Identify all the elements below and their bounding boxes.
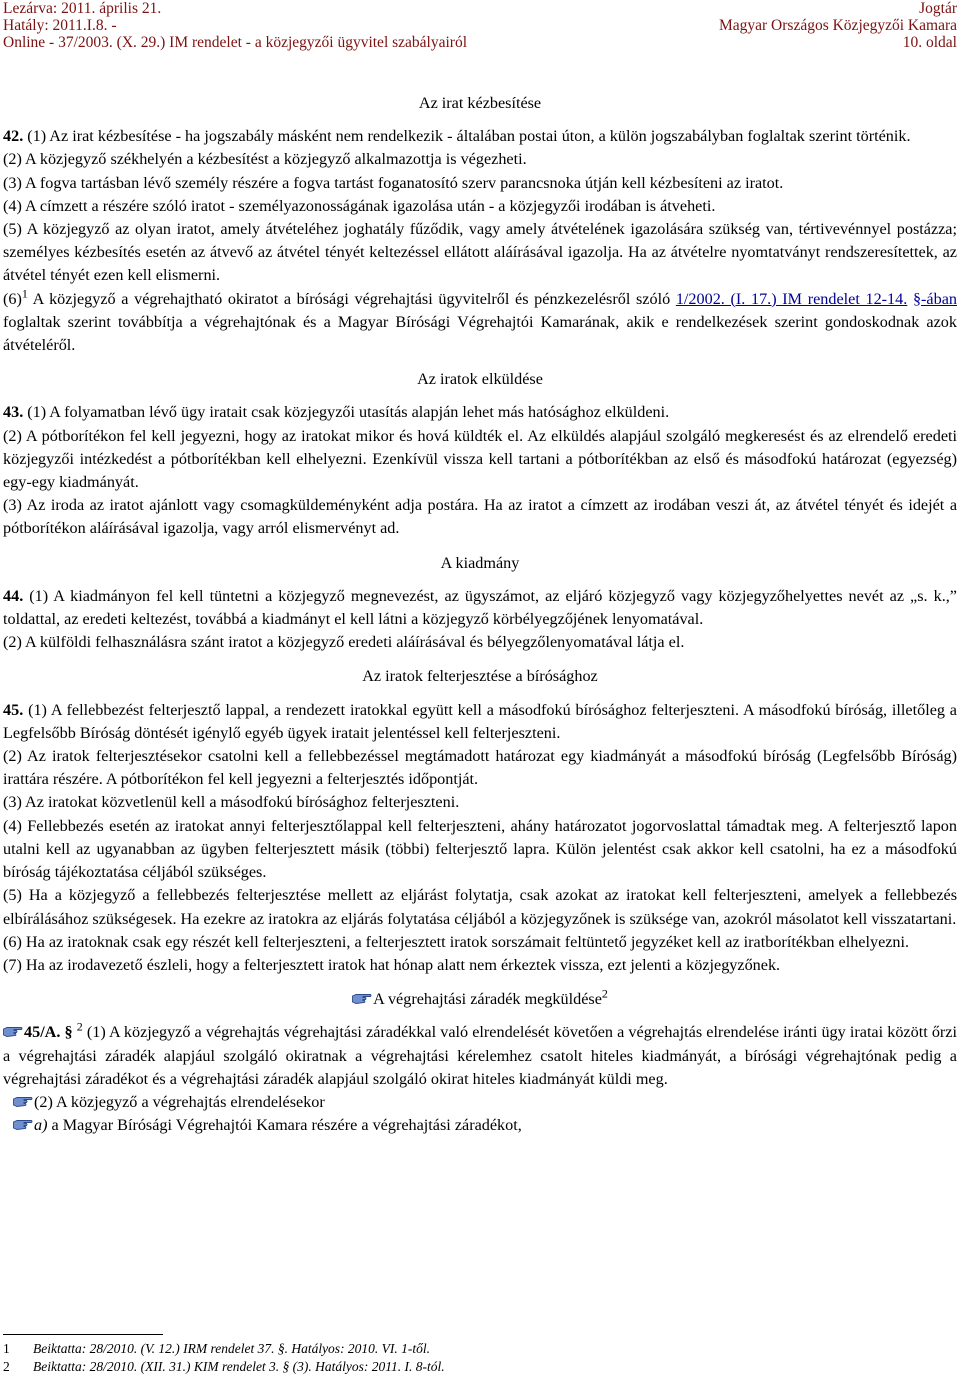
pointing-hand-icon (3, 1025, 23, 1038)
header-publisher: Jogtár (919, 0, 957, 17)
paragraph-45a-2: (2) A közjegyző a végrehajtás elrendelésekor (3, 1091, 957, 1114)
article-number-42: 42. (3, 127, 24, 146)
paragraph-44-1: 44. (1) A kiadmányon fel kell tüntetni a közjegyző megnevezést, az ügyszámot, az eljáró közjegyző vagy közjegyzőhelyettes nevét az „s. k.,” toldattal, az eredeti keltezést, továbbá a kiadmányt el kell látni a közjegyző körbélyegzőjének lenyomatával. (3, 586, 957, 629)
header-organization: Magyar Országos Közjegyzői Kamara (718, 17, 957, 34)
article-number-45: 45. (3, 700, 24, 719)
paragraph-45a-1: 45/A. § $^2$ (1) A közjegyző a végrehajtás végrehajtási záradékkal való elrendelését követően a végrehajtás elrendelése iránti ügy iratai között őrzi a végrehajtási záradék alapjául szolgáló okiratnak a végrehajtási kérelemhez csatolt hiteles kiadmányát, a bírósági végrehajtónak pedig a végrehajtási záradékot és a végrehajtási záradék alapjául szolgáló okirat hiteles kiadmányát küldi meg. (3, 1019, 957, 1088)
article-number-44: 44. (3, 586, 24, 605)
paragraph-43-3: (3) Az iroda az iratot ajánlott vagy csomagküldeményként adja postára. Ha az iratot a címzett az irodában veszi át, az átvétel tényét és idejét a pótborítékon aláírásával igazolja, vagy arról elismervényt ad. (3, 496, 957, 538)
paragraph-42-4: (4) A címzett a részére szóló iratot - személyazonosságának igazolása után - a közjegyzői irodában is átveheti. (3, 196, 716, 215)
section-title-delivery: Az irat kézbesítése (418, 94, 542, 112)
paragraph-44-2: (2) A külföldi felhasználásra szánt iratot a közjegyző eredeti aláírásával és bélyegzőlenyomatával látja el. (3, 633, 685, 652)
paragraph-45-4: (4) Fellebbezés esetén az iratokat annyi felterjesztőlappal kell felterjeszteni, ahány határozatot jogorvoslattal támadtak meg. A felterjesztő lapon utalni kell az ugyanabban az ügyben felterjesztett másik (többi) felterjesztő lapra. Külön jelentést csak akkor kell csatolni, ha ez a másodfokú bíróság tájékoztatása céljából szükséges. (3, 816, 957, 882)
section-title-copy: A kiadmány (440, 553, 520, 572)
paragraph-45-7: (7) Ha az irodavezető észleli, hogy a felterjesztett iratok hat hónap alatt nem érkeztek vissza, ezt jelenti a közjegyzőnek. (3, 955, 781, 974)
article-number-43: 43. (3, 403, 24, 422)
section-title-forwarding: Az iratok felterjesztése a bírósághoz (362, 667, 598, 686)
header-closed-date: Lezárva: 2011. április 21. (3, 0, 162, 17)
pointing-hand-icon (13, 1118, 33, 1131)
paragraph-45a-2a: a) a Magyar Bírósági Végrehajtói Kamara részére a végrehajtási záradékot, (3, 1114, 957, 1137)
header-right (719, 0, 957, 51)
section-sign: § (64, 1023, 73, 1042)
header-effect-date: Hatály: 2011.I.8. - (3, 17, 117, 34)
document-body (3, 92, 957, 1137)
footnotes (0, 1334, 960, 1376)
paragraph-42-6: $(6)^1$ A közjegyző a végrehajtható okiratot a bírósági végrehajtási ügyvitelről és pénzkezelésről szóló 1/2002. (I. 17.) IM rendelet 12-14. §-ában foglaltak szerint továbbítja a végrehajtónak és a Magyar Bírósági Végrehajtói Kamarának, akik e rendelkezések szerint gondoskodnak azok átvételéről. (3, 286, 957, 355)
paragraph-45-6: (6) Ha az iratoknak csak egy részét kell felterjeszteni, a felterjesztett iratok sorszámait feltüntető jegyzéket kell az iratborítékban elhelyezni. (3, 932, 910, 951)
paragraph-42-2: (2) A közjegyző székhelyén a kézbesítést a közjegyző alkalmazottja is végezheti. (3, 150, 527, 169)
footnote-ref-2b[interactable]: 2 (76, 1019, 83, 1034)
paragraph-45-5: (5) Ha a közjegyző a fellebbezés felterjesztése mellett az eljárást folytatja, csak azokat az iratokat kell felterjeszteni, amelyek a fellebbezés elbírálásához szükségesek. Ha ezekre az iratokra az eljárás folytatása céljából a közjegyzőnek is szüksége van, azokról másolatot kell visszatartani. (3, 886, 957, 928)
link-im-rendelet[interactable]: 1/2002. (I. 17.) IM rendelet 12-14. (675, 289, 908, 308)
footnote-ref-2[interactable]: 2 (601, 986, 608, 1001)
link-paragraph[interactable]: §-ában (912, 289, 957, 308)
pointing-hand-icon (13, 1095, 33, 1108)
article-number-45a: 45/A. (24, 1023, 61, 1042)
footnote-2: 2 Beiktatta: 28/2010. (XII. 31.) KIM rendelet 3. § (3). Hatályos: 2011. I. 8-tól. (3, 1359, 445, 1374)
header-doc-title: Online - 37/2003. (X. 29.) IM rendelet - a közjegyzői ügyvitel szabályairól (3, 34, 468, 51)
paragraph-42-1: 42. (1) Az irat kézbesítése - ha jogszabály másként nem rendelkezik - általában postai úton, a külön jogszabályban foglaltak szerint történik. (3, 127, 911, 146)
paragraph-42-3: (3) A fogva tartásban lévő személy részére a fogva tartást foganatosító szerv parancsnoka útján kell kézbesíteni az iratot. (3, 173, 784, 192)
paragraph-45-3: (3) Az iratokat közvetlenül kell a másodfokú bírósághoz felterjeszteni. (3, 793, 460, 812)
footnote-1: 1 Beiktatta: 28/2010. (V. 12.) IRM rendelet 37. §. Hatályos: 2010. VI. 1-től. (3, 1341, 431, 1356)
pointing-hand-icon (352, 992, 372, 1005)
paragraph-45-1: 45. (1) A fellebbezést felterjesztő lappal, a rendezett iratokkal együtt kell a másodfokú bírósághoz felterjeszteni. A másodfokú bíróság, illetőleg a Legfelsőbb Bíróság döntését igénylő egyéb ügyek iratait jelentéssel kell felterjeszteni. (3, 700, 957, 742)
section-title-enforcement: A végrehajtási záradék megküldése$^2$ (3, 988, 957, 1011)
paragraph-43-2: (2) A pótborítékon fel kell jegyezni, hogy az iratokat mikor és hová küldték el. Az elküldés alapjául szolgáló megkeresést és az elrendelő eredeti közjegyzői intézkedést a pótborítékban kell elhelyezni. Ezenkívül vissza kell tartani a pótborítékban az első és másodfokú határozat (egyezség) egy-egy kiadmányát. (3, 426, 957, 492)
header-left (3, 0, 467, 51)
section-title-sending: Az iratok elküldése (417, 370, 543, 389)
paragraph-43-1: 43. (1) A folyamatban lévő ügy iratait csak közjegyzői utasítás alapján lehet más hatósághoz elküldeni. (3, 403, 670, 422)
footnote-divider (3, 1334, 163, 1335)
paragraph-42-5: (5) A közjegyző az olyan iratot, amely átvételéhez joghatály fűződik, vagy amely átvételének igazolására szükség van, tértivevénnyel postázza; személyes kézbesítés esetén az átvevő az átvétel tényét keltezéssel ellátott aláírásával igazolja. Ha az átvételre nyomtatványt rendszeresítettek, az átvétel tényét ezen kell elismerni. (3, 220, 957, 285)
footnote-ref-1[interactable]: 1 (21, 286, 28, 301)
header-page-number: 10. oldal (902, 34, 957, 51)
paragraph-45-2: (2) Az iratok felterjesztésekor csatolni kell a fellebbezéssel megtámadott határozat egy kiadmányát a másodfokú bíróság (Legfelsőbb Bíróság) irattára részére. A pótborítékon fel kell jegyezni a felterjesztés időpontját. (3, 747, 957, 789)
